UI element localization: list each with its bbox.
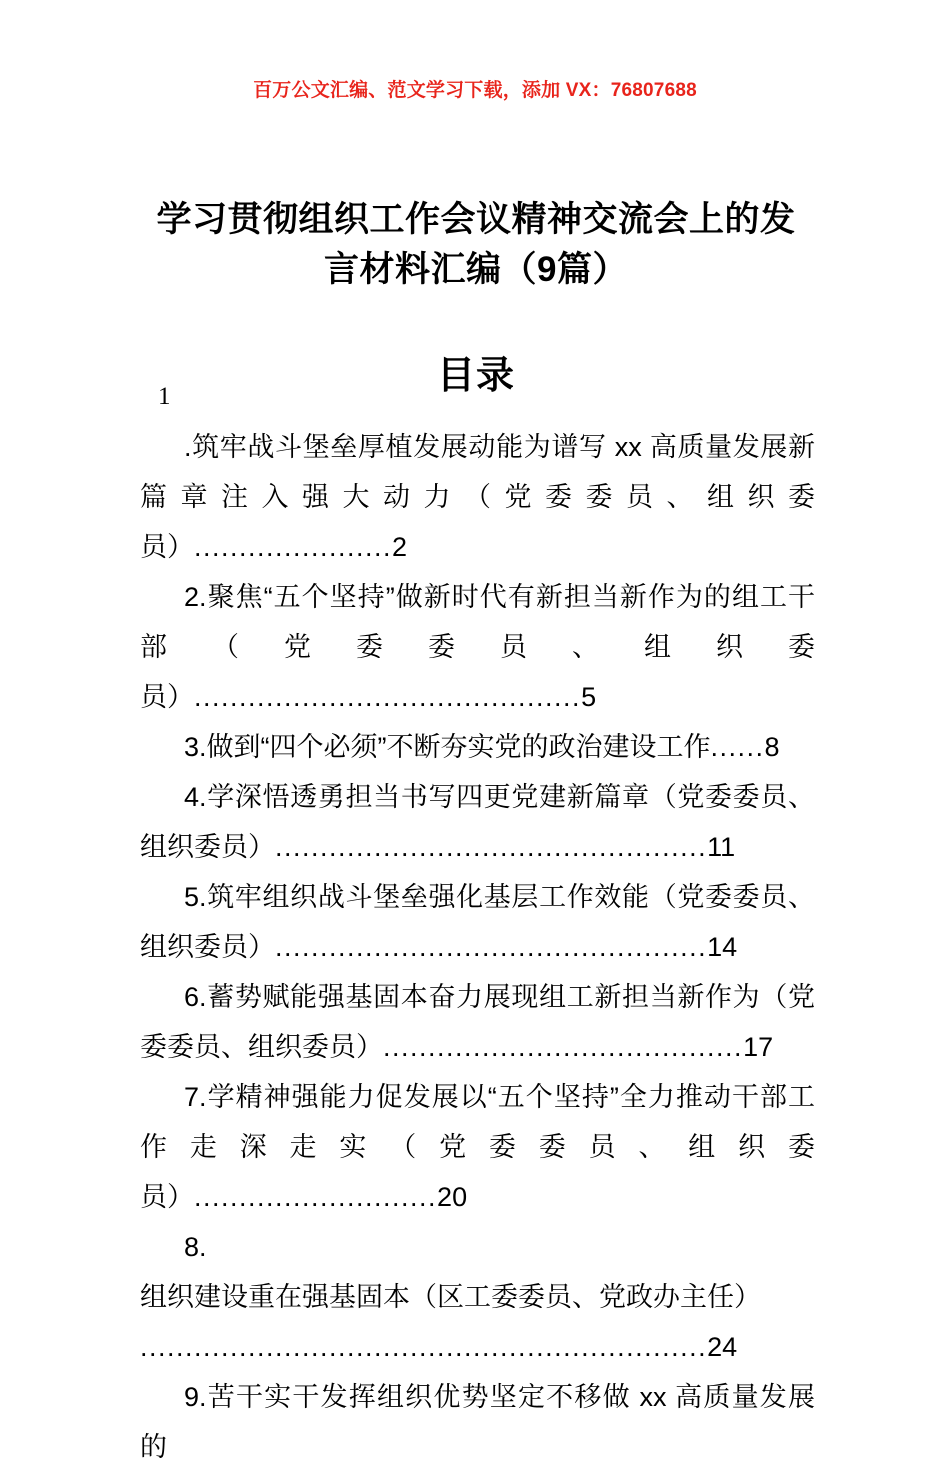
toc-entry-title: 学深悟透勇担当书写四更党建新篇章（党委委员、组织委员）	[140, 782, 815, 862]
toc-page-number: 11	[707, 832, 736, 862]
toc-dot-leader: ........................................	[383, 1032, 744, 1062]
toc-entry-5[interactable]	[140, 872, 815, 972]
toc-page-number: 2	[392, 532, 408, 562]
toc-dot-leader: ......................	[194, 532, 393, 562]
toc-entry-number: 3	[184, 732, 200, 762]
toc-dot-leader: ......	[710, 732, 765, 762]
toc-entry-number: 8	[184, 1232, 200, 1262]
toc-page-number: 24	[707, 1332, 738, 1362]
toc-entry-title: 筑牢战斗堡垒厚植发展动能为谱写 xx 高质量发展新篇章注入强大动力（党委委员、组织委员）	[140, 432, 815, 562]
toc-entry-number: 9	[184, 1382, 200, 1412]
toc-entry-9[interactable]	[140, 1372, 815, 1472]
toc-page-number: 17	[743, 1032, 774, 1062]
toc-entry-title: 学精神强能力促发展以“五个坚持”全力推动干部工作走深走实（党委委员、组织委员）	[140, 1082, 815, 1212]
toc-entry-number: 4	[184, 782, 200, 812]
toc-entry-number: 7	[184, 1082, 200, 1112]
toc-entry-6[interactable]	[140, 972, 815, 1072]
toc-entry-title: 筑牢组织战斗堡垒强化基层工作效能（党委委员、组织委员）	[140, 882, 815, 962]
toc-entry-prefix: .	[199, 982, 207, 1012]
toc-entry-prefix: .	[184, 432, 192, 462]
toc-entry-2[interactable]	[140, 572, 815, 722]
toc-entry-prefix: .	[199, 732, 207, 762]
promo-header-text: 百万公文汇编、范文学习下载，添加 VX：76807688	[253, 80, 697, 101]
toc-entry-prefix: .	[199, 1382, 207, 1412]
toc-leader-line	[140, 1322, 815, 1372]
toc-entry-prefix: .	[199, 1232, 207, 1262]
toc-page-number: 8	[764, 732, 780, 762]
toc-dot-leader: ................................................	[275, 832, 708, 862]
toc-entry-3[interactable]	[140, 722, 815, 772]
toc-entry-title: 苦干实干发挥组织优势坚定不移做 xx 高质量发展的	[140, 1382, 815, 1462]
toc-dot-leader: ................................................	[275, 932, 708, 962]
toc-entry-title: 蓄势赋能强基固本奋力展现组工新担当新作为（党委委员、组织委员）	[140, 982, 815, 1062]
toc-entry-number: 2	[184, 582, 200, 612]
toc-dot-leader: ...........................................	[194, 682, 582, 712]
toc-entry-prefix: .	[199, 882, 207, 912]
toc-dot-leader: ...........................	[194, 1182, 438, 1212]
toc-entry-1[interactable]	[140, 422, 815, 572]
toc-entry-number: 6	[184, 982, 200, 1012]
toc-page-number: 5	[581, 682, 597, 712]
toc-entry-title: 做到“四个必须”不断夯实党的政治建设工作	[206, 732, 711, 762]
toc-entry-prefix: .	[199, 1082, 207, 1112]
toc-entry-4[interactable]	[140, 772, 815, 872]
toc-entry-title: 组织建设重在强基固本（区工委委员、党政办主任）	[140, 1282, 761, 1312]
toc-page-number: 14	[707, 932, 738, 962]
toc-entry-title: 聚焦“五个坚持”做新时代有新担当新作为的组工干部（党委委员、组织委员）	[140, 582, 815, 712]
toc-entry-number: 5	[184, 882, 200, 912]
toc-entry-prefix: .	[199, 782, 207, 812]
toc-entry-prefix: .	[199, 582, 207, 612]
table-of-contents	[140, 372, 815, 1472]
toc-entry-8[interactable]	[140, 1222, 815, 1372]
page-title: 学习贯彻组织工作会议精神交流会上的发言材料汇编（9篇）	[156, 200, 796, 290]
toc-page-number: 20	[437, 1182, 468, 1212]
toc-orphan-number: 1	[158, 383, 171, 410]
toc-heading: 目录	[436, 354, 515, 397]
toc-entry-7[interactable]	[140, 1072, 815, 1222]
toc-dot-leader: ...............................................................	[140, 1332, 708, 1362]
